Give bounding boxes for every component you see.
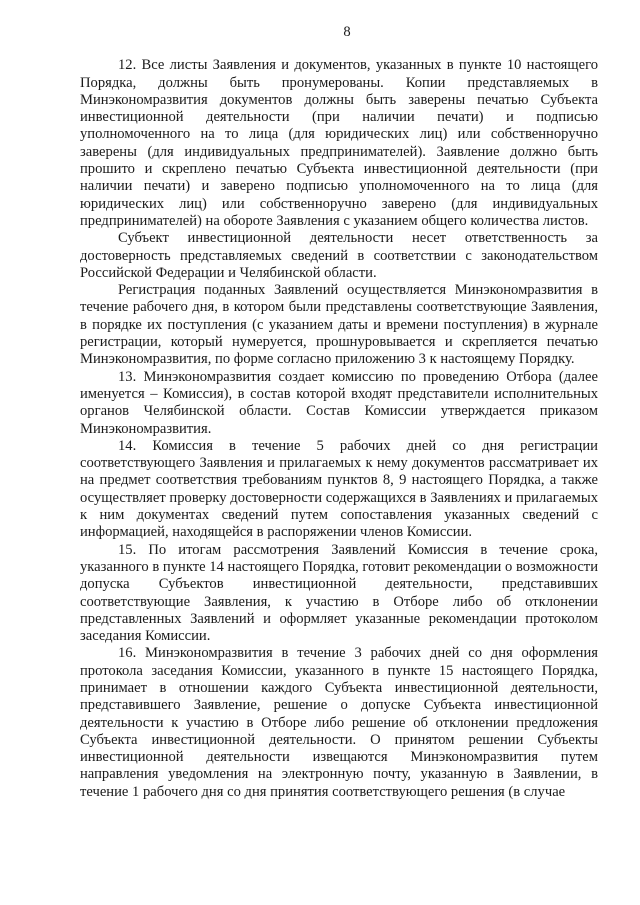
paragraph-12-sheets-numbering: 12. Все листы Заявления и документов, указанных в пункте 10 настоящего Порядка, должны быть пронумерованы. Копии представляемых в Минэкономразвития документов должны быть заверены печатью Субъекта инвестиционной деятельности (при наличии печати) и подписью уполномоченного на то лица (для юридических лиц) или собственноручно заверены (для индивидуальных предпринимателей). Заявление должно быть прошито и скреплено печатью Субъекта инвестиционной деятельности (при наличии печати) и заверено подписью уполномоченного на то лица (для юридических лиц) или собственноручно заверено (для индивидуальных предпринимателей) на обороте Заявления с указанием общего количества листов.	[80, 57, 598, 229]
paragraph-14-review: 14. Комиссия в течение 5 рабочих дней со дня регистрации соответствующего Заявления и прилагаемых к нему документов рассматривает их на предмет соответствия требованиям пунктов 8, 9 настоящего Порядка, а также осуществляет проверку достоверности содержащихся в Заявлениях и прилагаемых к ним документах сведений путем сопоставления указанных сведений с информацией, находящейся в распоряжении членов Комиссии.	[80, 437, 598, 541]
page-number: 8	[343, 24, 351, 40]
paragraph-responsibility: Субъект инвестиционной деятельности несет ответственность за достоверность представляемых сведений в соответствии с законодательством Российской Федерации и Челябинской области.	[80, 230, 598, 281]
paragraph-13-commission: 13. Минэкономразвития создает комиссию по проведению Отбора (далее именуется – Комиссия), в состав которой входят представители исполнительных органов Челябинской области. Состав Комиссии утверждается приказом Минэкономразвития.	[80, 368, 598, 437]
paragraph-registration: Регистрация поданных Заявлений осуществляется Минэкономразвития в течение рабочего дня, в котором были представлены соответствующие Заявления, в порядке их поступления (с указанием даты и времени поступления) в журнале регистрации, который нумеруется, прошнуровывается и скрепляется печатью Минэкономразвития, по форме согласно приложению 3 к настоящему Порядку.	[80, 282, 598, 368]
paragraph-15-recommendations: 15. По итогам рассмотрения Заявлений Комиссия в течение срока, указанного в пункте 14 настоящего Порядка, готовит рекомендации о возможности допуска Субъектов инвестиционной деятельности, представивших соответствующие Заявления, к участию в Отборе либо об отклонении представленных Заявлений и оформляет указанные рекомендации протоколом заседания Комиссии.	[80, 541, 598, 645]
paragraph-16-decision: 16. Минэкономразвития в течение 3 рабочих дней со дня оформления протокола заседания Комиссии, указанного в пункте 15 настоящего Порядка, принимает в отношении каждого Субъекта инвестиционной деятельности, представившего Заявление, решение о допуске Субъекта инвестиционной деятельности к участию в Отборе либо решение об отклонении предложения Субъекта инвестиционной деятельности. О принятом решении Субъекты инвестиционной деятельности извещаются Минэкономразвития путем направления уведомления на электронную почту, указанную в Заявлении, в течение 1 рабочего дня со дня принятия соответствующего решения (в случае	[80, 645, 598, 800]
